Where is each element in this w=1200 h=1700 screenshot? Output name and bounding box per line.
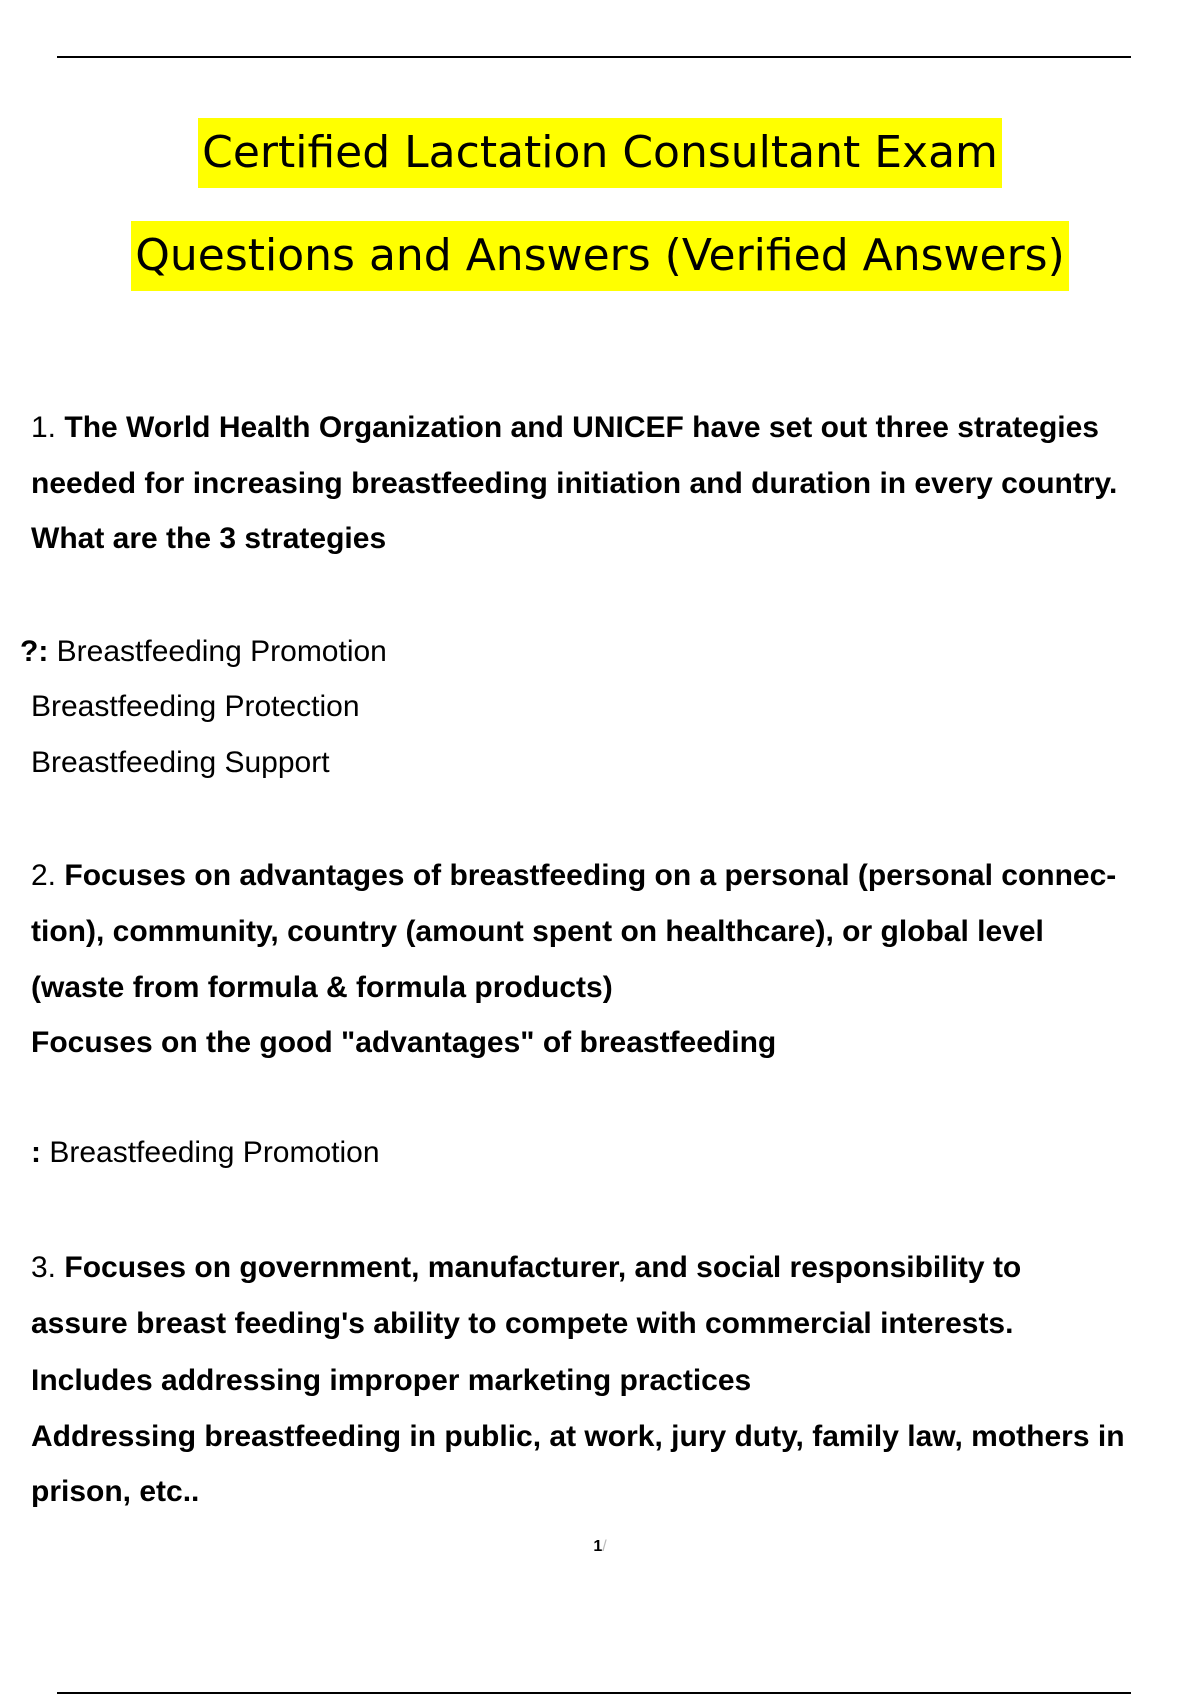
question-number: 3. [31,1251,57,1284]
answer-prefix: ?: [20,635,49,668]
answer-1-line-1 [20,633,387,671]
question-number: 2. [31,859,57,892]
question-3-line-4: Addressing breastfeeding in public, at work, jury duty, family law, mothers in [31,1420,1125,1453]
top-rule [57,56,1131,58]
title-line-1: Certified Lactation Consultant Exam [198,118,1002,188]
title-line-2: Questions and Answers (Verified Answers) [131,221,1069,291]
answer-2-line-1 [31,1134,380,1172]
question-1-line-1 [31,409,1099,447]
document-title [0,118,1200,324]
question-3-line-2: assure breast feeding's ability to compete with commercial interests. [31,1307,1014,1340]
page-separator: / [602,1538,607,1555]
question-1-line-3: What are the 3 strategies [31,522,387,555]
answer-1-line-2: Breastfeeding Protection [31,690,360,723]
question-2-line-4: Focuses on the good "advantages" of breastfeeding [31,1026,777,1059]
question-1-line-2: needed for increasing breastfeeding initiation and duration in every country. [31,467,1118,500]
answer-1-line-3: Breastfeeding Support [31,746,330,779]
question-text: Focuses on government, manufacturer, and social responsibility to [64,1251,1022,1284]
answer-text: Breastfeeding Promotion [49,1136,380,1169]
answer-prefix: : [31,1136,41,1169]
page-number [0,1538,1200,1556]
question-3-line-3: Includes addressing improper marketing practices [31,1364,752,1397]
question-2-line-2: tion), community, country (amount spent on healthcare), or global level [31,915,1044,948]
question-3-line-1 [31,1249,1021,1287]
page-number-value: 1 [593,1538,603,1555]
question-text: The World Health Organization and UNICEF have set out three strategies [64,411,1099,444]
question-text: Focuses on advantages of breastfeeding on a personal (personal connec- [64,859,1117,892]
bottom-rule [57,1692,1131,1694]
question-2-line-1 [31,857,1116,895]
question-2-line-3: (waste from formula & formula products) [31,971,613,1004]
answer-text: Breastfeeding Promotion [56,635,387,668]
question-number: 1. [31,411,57,444]
question-3-line-5: prison, etc.. [31,1475,200,1508]
